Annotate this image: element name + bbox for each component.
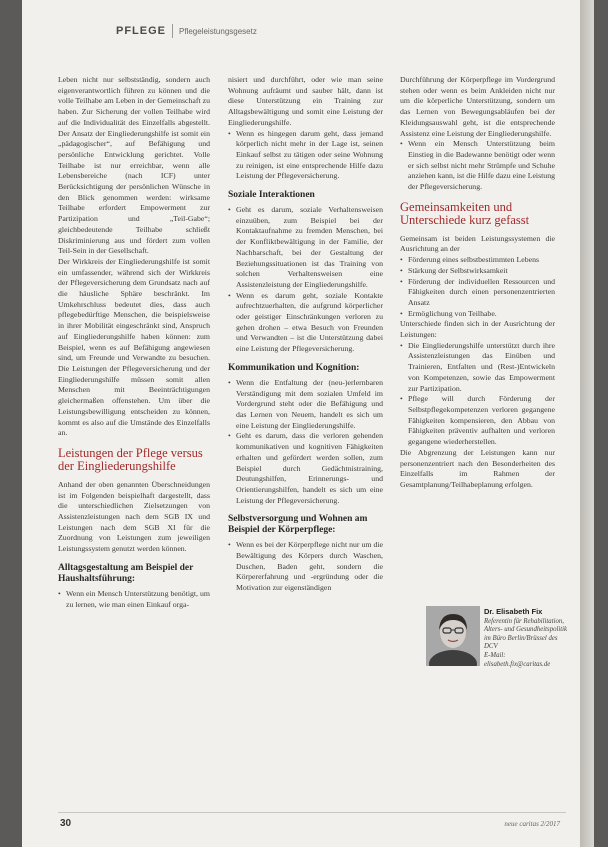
page-number: 30: [60, 818, 72, 829]
author-info: [484, 608, 568, 669]
list-item: • Förderung eines selbstbestimmten Lebens: [400, 255, 555, 266]
bullet-list: [400, 341, 555, 448]
magazine-page: [22, 0, 594, 847]
subheading: Soziale Interaktionen: [228, 190, 315, 201]
running-header: [116, 24, 257, 38]
author-name: Dr. Elisabeth Fix: [484, 607, 543, 616]
bullet-list: [228, 129, 383, 183]
list-item: • Förderung der individuellen Ressourcen und Fähigkeiten durch einen personenzentrierten Ansatz: [400, 277, 555, 309]
header-divider: [172, 24, 173, 38]
list-item: • Die Eingliederungshilfe unterstützt durch ihre Assistenzleistungen das Einüben und Trainieren, Entfalten und (Rest-)Entwickeln von Kompetenzen, sowie das Empowerment zur Partizipation.: [400, 341, 555, 395]
text-column-3: [400, 75, 555, 491]
subheading: Kommunikation und Kognition:: [228, 362, 360, 373]
page-edge-shadow: [580, 0, 594, 847]
text-column-2: [228, 75, 383, 594]
list-item: • Pflege will durch Förderung der Selbstpflegekompetenzen verloren gegangene Fähigkeiten kompensieren, den Abbau von Fähigkeiten präventiv aufhalten und verloren gegangene wiederherstellen.: [400, 394, 555, 448]
list-item: • Wenn ein Mensch Unterstützung benötigt, um zu lernen, wie man einen Einkauf orga-: [58, 589, 210, 610]
issue-label: neue caritas 2/2017: [504, 820, 560, 828]
paragraph: Der Wirkkreis der Eingliederungshilfe ist somit ein umfassender, während sich der Wirkkreis der Pflegeversicherung dem Grundsatz nach auf die häusliche Sphäre beschränkt. Im Umkehrschluss bedeutet dies, dass auch pflegebedürftige Menschen, die beispielsweise in ihrer Mobilität eingeschränkt sind, Anspruch auf Eingliederungshilfe haben können: zum Beispiel, wenn es auf Befähigung angewiesen sind, um Freunde und Verwandte zu besuchen. Die Leistungen der Pflegeversicherung und der Eingliederungshilfe müssen somit allen Menschen mit Beeinträchtigungen gleichermaßen offenstehen. Um über die Leistungsbewilligung entscheiden zu können, kommt es also auf die Umstände des Einzelfalls an.: [58, 256, 210, 438]
paragraph: Unterschiede finden sich in der Ausrichtung der Leistungen:: [400, 319, 555, 340]
list-item: • Geht es darum, soziale Verhaltensweisen einzuüben, zum Beispiel bei der Kontaktaufnahme zu fremden Menschen, bei der Konfliktbewältigung in der Familie, der Nachbarschaft, bei der Gestaltung der Beziehungssituationen ist das Training von solchen Verhaltensweisen eine Assistenzleistung der Eingliederungshilfe.: [228, 205, 383, 291]
list-item: • Ermöglichung von Teilhabe.: [400, 309, 555, 320]
paragraph: Leben nicht nur selbstständig, sondern auch eigenverantwortlich führen zu können und die volle Teilhabe am Leben in der Gemeinschaft zu haben. Zur Sicherung der vollen Teilhabe wird auf die Individualität des Einzelfalls abgestellt. Der Ansatz der Eingliederungshilfe ist somit ein „pädagogischer“, auf Befähigung und persönliche Entwicklung gerichtet. Volle Teilhabe ist nur erreichbar, wenn alle Lebensbereiche (nach ICF) unter Berücksichtigung der persönlichen Wünsche in den Blick genommen werden: wirksame Teilhabe erfordert Empowerment zur Partizipation und „Teil-Gabe“; gleichbedeutende Teilhabe schließt Diskriminierung aus und fördert zum vollen Teil-Sein in der Gesellschaft.: [58, 75, 210, 256]
bullet-list: [228, 378, 383, 506]
bullet-list: [400, 255, 555, 319]
author-email: E-Mail: elisabeth.fix@caritas.de: [484, 651, 551, 668]
bullet-list: [228, 205, 383, 355]
list-item: • Wenn es darum geht, soziale Kontakte aufrechtzuerhalten, die aufgrund körperlicher oder geistiger Einschränkungen verloren zu gehen drohen – etwa Besuch von Freunden und Verwandten – ist die Unterstützung dabei eine Leistung der Pflegeversicherung.: [228, 291, 383, 355]
footer-rule: [58, 812, 566, 813]
list-item: • Stärkung der Selbstwirksamkeit: [400, 266, 555, 277]
bullet-list: [58, 589, 210, 610]
paragraph: Gemeinsam ist beiden Leistungssystemen die Ausrichtung an der: [400, 233, 555, 254]
section-heading: Leistungen der Pflege versus der Eingliederungshilfe: [58, 445, 203, 474]
paragraph: Anhand der oben genannten Überschneidungen ist im Folgenden beispielhaft dargestellt, dass die unterschiedlichen Zielsetzungen von Assistenzleistungen nach dem SGB IX und Leistungen nach dem SGB XI für die Zuordnung von Leistungen zum jeweiligen Leistungssystem genutzt werden können.: [58, 479, 210, 554]
author-role: Referentin für Rehabilitation, Alters- und Gesundheitspolitik im Büro Berlin/Brüssel des DCV: [484, 617, 568, 651]
author-box: [426, 606, 566, 682]
subheading: Alltagsgestaltung am Beispiel der Haushaltsführung:: [58, 562, 194, 584]
paragraph: nisiert und durchführt, oder wie man seine Wohnung aufräumt und sauber hält, dann ist diese Unterstützung ein Training zur Alltagsbewältigung und somit eine Leistung der Eingliederungshilfe.: [228, 75, 383, 127]
list-item: • Wenn ein Mensch Unterstützung beim Einstieg in die Badewanne benötigt oder wenn er sich selbst nicht mehr Strümpfe und Schuhe anziehen kann, ist die Hilfe dazu eine Leistung der Pflegeversicherung.: [400, 139, 555, 193]
section-subtitle: Pflegeleistungsgesetz: [179, 26, 257, 36]
bullet-list: [228, 540, 383, 594]
text-column-1: [58, 75, 210, 610]
paragraph: Durchführung der Körperpflege im Vordergrund stehen oder wenn es beim Ankleiden nicht nur um die körperliche Unterstützung, sondern um das Lernen von Bewegungsabläufen bei der Kleidungsauswahl geht, ist die entsprechende Assistenz eine Leistung der Eingliederungshilfe.: [400, 75, 555, 138]
list-item: • Geht es darum, dass die verloren gehenden kommunikativen und kognitiven Fähigkeiten erhalten und gefördert werden sollen, zum Beispiel durch Gedächtnistraining, Deutungshilfen, Erinnerungs- und Orientierungshilfen, handelt es sich um eine Leistung der Pflegeversicherung.: [228, 431, 383, 506]
author-photo: [426, 606, 480, 666]
subheading: Selbstversorgung und Wohnen am Beispiel der Körperpflege:: [228, 514, 368, 536]
bullet-list: [400, 139, 555, 193]
section-heading: Gemeinsamkeiten und Unterschiede kurz gefasst: [400, 199, 530, 228]
section-label: PFLEGE: [116, 25, 167, 37]
list-item: • Wenn die Entfaltung der (neu-)erlernbaren Verständigung mit dem sozialen Umfeld im Vordergrund steht oder die Befähigung und das Lernen von Neuem, handelt es sich um eine Leistung der Eingliederungshilfe.: [228, 378, 383, 432]
portrait-image: [426, 606, 480, 666]
list-item: • Wenn es bei der Körperpflege nicht nur um die Bewältigung des Körpers durch Waschen, Duschen, Baden geht, sondern die Körpererfahrung und -ergründung oder die Motivation zur eigenständigen: [228, 540, 383, 594]
list-item: • Wenn es hingegen darum geht, dass jemand körperlich nicht mehr in der Lage ist, seinen Einkauf selbst zu tätigen oder seine Wohnung zu reinigen, ist eine entsprechende Hilfe dazu Leistung der Pflegeversicherung.: [228, 129, 383, 183]
paragraph: Die Abgrenzung der Leistungen kann nur personenzentriert nach den Besonderheiten des Einzelfalls im Rahmen der Gesamtplanung/Teilhabeplanung erfolgen.: [400, 447, 555, 489]
